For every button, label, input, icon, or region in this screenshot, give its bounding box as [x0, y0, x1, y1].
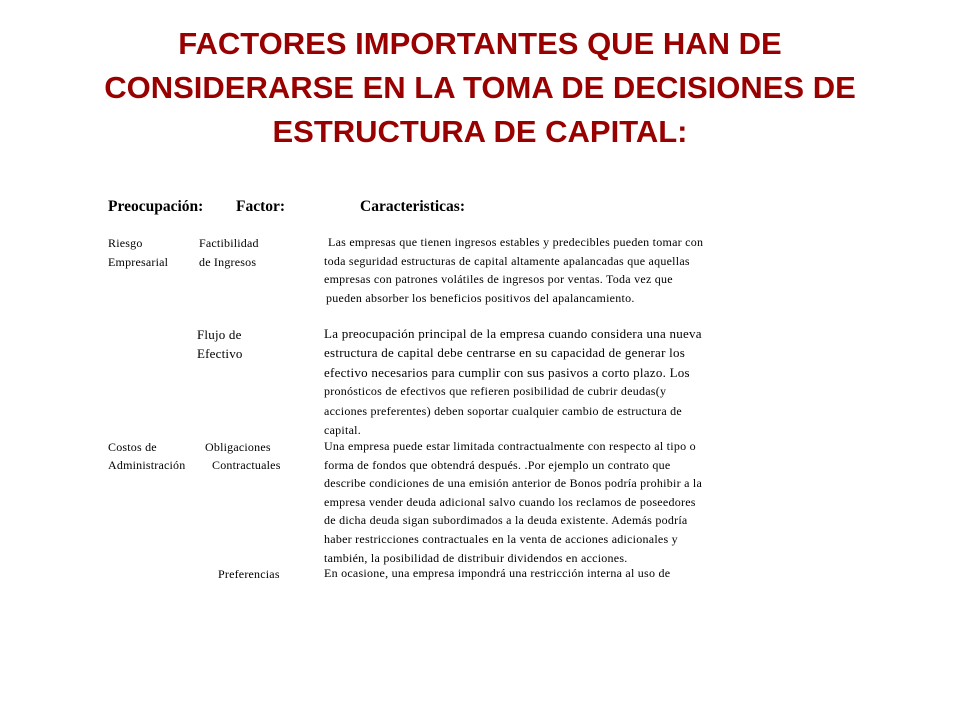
header-caracteristicas: Caracteristicas: — [360, 198, 466, 215]
factor-label: de Ingresos — [199, 255, 257, 269]
description-line: pronósticos de efectivos que refieren posibilidad de cubrir deudas(y — [324, 384, 667, 399]
description-line: La preocupación principal de la empresa cuando considera una nueva — [324, 326, 702, 341]
title-line-1: FACTORES IMPORTANTES QUE HAN DE — [178, 26, 782, 61]
description-line: describe condiciones de una emisión anterior de Bonos podría prohibir a la — [324, 476, 703, 491]
description-line: acciones preferentes) deben soportar cualquier cambio de estructura de — [324, 403, 682, 418]
concern-label: Riesgo — [108, 236, 143, 250]
title-line-3: ESTRUCTURA DE CAPITAL: — [272, 114, 688, 149]
factor-label: Efectivo — [197, 346, 243, 361]
header-factor: Factor: — [236, 198, 286, 215]
description-line: toda seguridad estructuras de capital altamente apalancadas que aquellas — [324, 253, 690, 268]
factor-label: Contractuales — [212, 458, 281, 472]
factor-label: Flujo de — [197, 327, 242, 342]
description-line: forma de fondos que obtendrá después. .Por ejemplo un contrato que — [324, 457, 671, 472]
concern-label: Administración — [108, 458, 186, 472]
description-block — [324, 437, 702, 567]
description-line: En ocasione, una empresa impondrá una restricción interna al uso de — [324, 566, 671, 580]
description-block — [324, 233, 703, 307]
header-preocupacion: Preocupación: — [108, 198, 204, 215]
factor-label: Factibilidad — [199, 236, 259, 250]
concern-label: Costos de — [108, 440, 157, 454]
description-block — [324, 324, 702, 440]
description-line: Una empresa puede estar limitada contractualmente con respecto al tipo o — [324, 439, 696, 453]
title-line-2: CONSIDERARSE EN LA TOMA DE DECISIONES DE — [104, 70, 856, 105]
description-line: estructura de capital debe centrarse en su capacidad de generar los — [324, 345, 686, 361]
factor-label: Preferencias — [218, 567, 280, 581]
concern-label: Empresarial — [108, 255, 169, 269]
factor-label: Obligaciones — [205, 440, 271, 454]
description-line: pueden absorber los beneficios positivos del apalancamiento. — [326, 290, 635, 305]
description-line: Las empresas que tienen ingresos estables y predecibles pueden tomar con — [328, 235, 704, 249]
description-line: empresas con patrones volátiles de ingresos por ventas. Toda vez que — [324, 272, 673, 287]
description-line: empresa vender deuda adicional salvo cuando los reclamos de poseedores — [324, 494, 696, 509]
description-line: efectivo necesarios para cumplir con sus pasivos a corto plazo. Los — [324, 364, 690, 380]
description-line: capital. — [324, 423, 361, 438]
description-line: haber restricciones contractuales en la venta de acciones adicionales y — [324, 531, 678, 546]
description-line: también, la posibilidad de distribuir dividendos en acciones. — [324, 550, 628, 565]
description-block — [324, 564, 670, 583]
description-line: de dicha deuda sigan subordimados a la deuda existente. Además podría — [324, 513, 688, 528]
